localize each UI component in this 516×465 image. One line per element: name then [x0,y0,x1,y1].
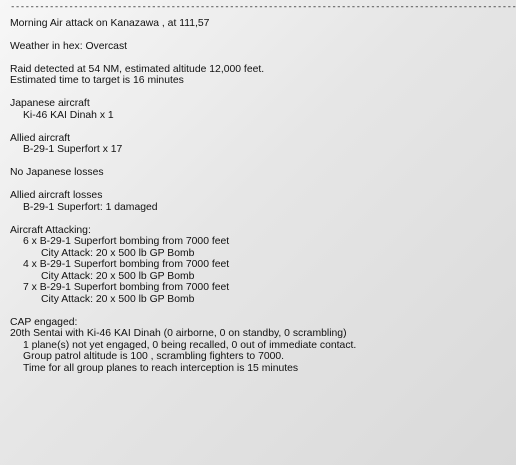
cap-heading: CAP engaged: [10,316,78,328]
attack-group-line: 4 x B-29-1 Superfort bombing from 7000 feet [23,259,230,270]
attack-group-line: 6 x B-29-1 Superfort bombing from 7000 feet [23,236,230,247]
spacer [10,52,445,64]
japanese-losses-line: No Japanese losses [10,167,104,178]
spacer [10,305,445,317]
report-divider: -------------------------------------------------------------------------------------------------------- [10,2,516,12]
weather-line: Weather in hex: Overcast [10,40,128,52]
attack-group-detail: City Attack: 20 x 500 lb GP Bomb [41,247,195,259]
spacer [10,156,445,168]
time-to-target-line: Estimated time to target is 16 minutes [10,75,184,86]
allied-losses-item: B-29-1 Superfort: 1 damaged [23,201,158,213]
spacer [10,121,445,133]
report-title: Morning Air attack on Kanazawa , at 111,57 [10,17,210,29]
japanese-aircraft-heading: Japanese aircraft [10,98,90,109]
spacer [10,179,445,191]
allied-losses-heading: Allied aircraft losses [10,190,103,201]
attack-group-detail: City Attack: 20 x 500 lb GP Bomb [41,270,195,282]
spacer [10,213,445,225]
attack-group-detail: City Attack: 20 x 500 lb GP Bomb [41,293,195,305]
cap-detail-line: Group patrol altitude is 100 , scrambling fighters to 7000. [23,351,285,362]
spacer [10,87,445,99]
japanese-aircraft-item: Ki-46 KAI Dinah x 1 [23,109,114,121]
cap-unit-line: 20th Sentai with Ki-46 KAI Dinah (0 airborne, 0 on standby, 0 scrambling) [10,328,347,339]
cap-detail-line: Time for all group planes to reach interception is 15 minutes [23,362,299,374]
raid-detected-line: Raid detected at 54 NM, estimated altitude 12,000 feet. [10,63,265,75]
allied-aircraft-heading: Allied aircraft [10,132,71,144]
aircraft-attacking-heading: Aircraft Attacking: [10,224,91,236]
allied-aircraft-item: B-29-1 Superfort x 17 [23,144,123,155]
spacer [10,29,445,41]
cap-detail-line: 1 plane(s) not yet engaged, 0 being recalled, 0 out of immediate contact. [23,339,357,351]
attack-group-line: 7 x B-29-1 Superfort bombing from 7000 feet [23,282,230,293]
